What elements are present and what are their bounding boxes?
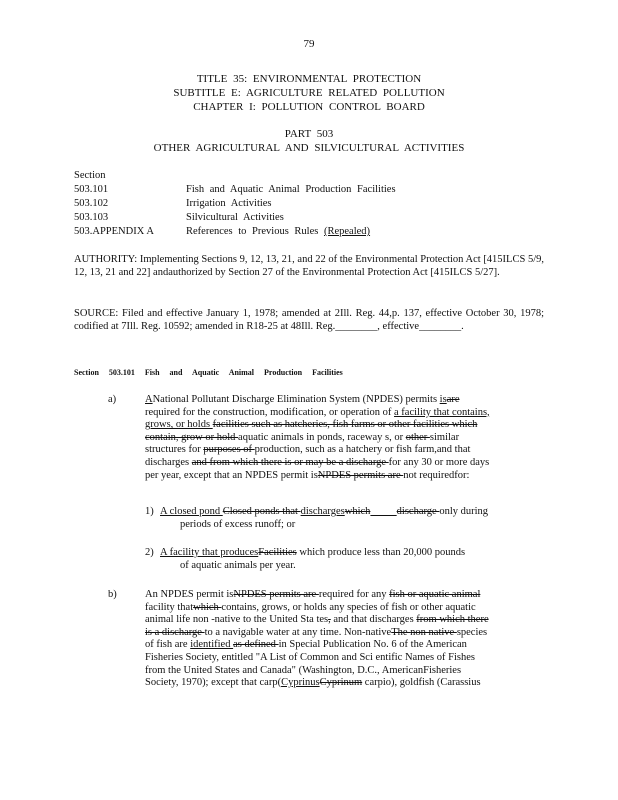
text-run: per year, except that an NPDES permit is [145, 469, 318, 481]
text-line: of aquatic animals per year. [180, 559, 296, 571]
deleted-text: fish or aquatic animal [389, 589, 481, 600]
text-run: required for any [318, 589, 390, 600]
deleted-text: as defined [233, 639, 279, 651]
toc-item-title [186, 226, 370, 237]
subsection-label: a) [108, 394, 117, 405]
text-line [160, 506, 540, 519]
chapter-line: CHAPTER I: POLLUTION CONTROL BOARD [193, 101, 425, 113]
source-blank: ________ [335, 320, 378, 332]
part-title-line: OTHER AGRICULTURAL AND SILVICULTURAL ACTIVITIES [153, 142, 465, 154]
toc-heading: Section [74, 170, 106, 181]
text-run: discharges [145, 456, 192, 468]
text-run: contains, grows, or holds any species of fish or other aquatic [221, 601, 476, 613]
text-line [145, 677, 540, 690]
deleted-text: discharge [396, 506, 440, 517]
inserted-text: Cyprinus [281, 677, 320, 689]
text-line [145, 639, 540, 652]
inserted-text: A facility that produces [160, 547, 259, 558]
deleted-text: are [446, 394, 460, 405]
deleted-text: The [391, 626, 411, 638]
deleted-text: contain, grow or hold [145, 431, 239, 443]
inserted-text: a facility that contains, [394, 406, 490, 418]
toc-item-number: 503.102 [74, 198, 109, 209]
text-line: from the United States and Canada" (Washington, D.C., AmericanFisheries [145, 664, 462, 676]
source-blank: ________ [419, 320, 462, 332]
text-run: and that discharges [330, 614, 417, 626]
source-text: SOURCE: Filed and effective January 1, 1978; amended at 2Ill. Reg. 44,p. 137, effective October 30, 1978; codified at 7Ill. Reg. 10592; amended in R18-25 at 48Ill. Reg. [74, 308, 544, 332]
source-end: . [461, 320, 464, 332]
source-text-cont: , effective [377, 320, 420, 332]
deleted-text: from which there [416, 614, 489, 626]
deleted-text: Cyprinum [319, 677, 363, 689]
text-line [145, 394, 540, 407]
subtitle-line: SUBTITLE E: AGRICULTURE RELATED POLLUTION [173, 87, 445, 99]
text-run: Society, 1970); except that carp( [145, 677, 282, 689]
item-2-text [160, 547, 540, 572]
page-number: 79 [303, 38, 315, 50]
text-line [145, 419, 540, 432]
deleted-text: facilities such as hatcheries, fish farms or other facilities which [212, 419, 478, 431]
text-line [145, 432, 540, 445]
text-line [145, 444, 540, 457]
toc-item-title: Fish and Aquatic Animal Production Facilities [186, 184, 396, 195]
title-line: TITLE 35: ENVIRONMENTAL PROTECTION [196, 73, 422, 85]
text-run: production, such as a hatchery or fish farm,and that [254, 444, 471, 456]
text-line [145, 602, 540, 615]
subsection-b-text [145, 589, 540, 690]
deleted-text: Facilities [258, 547, 297, 558]
text-run: to a navigable water at any time. Non-native [204, 626, 392, 638]
inserted-text: discharges [300, 506, 345, 517]
text-run: which produce less than 20,000 pounds [296, 547, 466, 558]
text-run: National Pollutant Discharge Elimination System (NPDES) permits [152, 394, 440, 405]
toc-item-number: 503.APPENDIX A [74, 226, 154, 237]
subsection-a-text [145, 394, 540, 482]
item-1-text [160, 506, 540, 531]
source-note [74, 308, 544, 333]
text-run: facility that [145, 601, 194, 613]
inserted-text: identified [190, 639, 234, 651]
text-run: for any 30 or more days [388, 456, 490, 468]
text-run: in Special Publication No. 6 of the American [278, 639, 467, 651]
deleted-text: and from which there is or may be a discharge [191, 456, 389, 468]
inserted-text: ed pond [186, 506, 223, 517]
toc-item-number: 503.103 [74, 212, 109, 223]
text-run: An NPDES permit is [145, 589, 234, 600]
deleted-text: NPDES permits are [233, 589, 319, 600]
subsection-label: b) [108, 589, 117, 600]
part-line: PART 503 [284, 128, 334, 140]
deleted-text: which [193, 601, 222, 613]
inserted-text: A clos [160, 506, 187, 517]
text-run: of fish are [145, 639, 191, 651]
section-heading: Section 503.101 Fish and Aquatic Animal Production Facilities [74, 368, 343, 377]
text-line: periods of excess runoff; or [180, 518, 296, 530]
text-line [145, 627, 540, 640]
deleted-text: purposes of [203, 444, 255, 456]
toc-item-title: Silvicultural Activities [186, 212, 284, 223]
toc-item-title-text: References to Previous Rules [186, 226, 319, 237]
text-line [160, 547, 540, 560]
inserted-text: grows, or holds [145, 419, 213, 431]
deleted-text: is a discharge [145, 626, 205, 638]
text-run: structures for [145, 444, 204, 456]
text-run: required for the construction, modification, or operation of [145, 406, 395, 418]
text-line [145, 614, 540, 627]
text-line [145, 470, 540, 483]
text-run: species [456, 626, 488, 638]
text-run: aquatic animals in ponds, raceway s, or [238, 431, 406, 443]
inserted-text [370, 506, 396, 517]
deleted-text: NPDES permits are [317, 469, 404, 481]
repealed-mark: (Repealed) [323, 226, 371, 237]
toc-item-number: 503.101 [74, 184, 109, 195]
text-run: carpio), goldfish (Carassius [362, 677, 481, 689]
text-line [145, 407, 540, 420]
deleted-text: which [344, 506, 371, 517]
deleted-text: , [328, 614, 331, 626]
text-run: animal life non -native to the United Sta tes [145, 614, 329, 626]
item-label: 1) [145, 506, 154, 517]
text-run: not requiredfor: [403, 469, 470, 481]
toc-item-title: Irrigation Activities [186, 198, 272, 209]
text-line [145, 457, 540, 470]
authority-note: AUTHORITY: Implementing Sections 9, 12, 13, 21, and 22 of the Environmental Protection Act [415ILCS 5/9, 12, 13, 21 and 22] andauthorized by Section 27 of the Environmental Protection Act [415ILCS 5/27]. [74, 254, 544, 278]
inserted-text: A [145, 394, 153, 405]
deleted-text: other [405, 431, 430, 443]
inserted-text: is [439, 394, 447, 405]
text-run: only during [439, 506, 489, 517]
deleted-text: non native [410, 626, 457, 638]
item-label: 2) [145, 547, 154, 558]
deleted-text: Closed ponds that [222, 506, 301, 517]
text-line [145, 589, 540, 602]
text-line: Fisheries Society, entitled "A List of Common and Sci entific Names of Fishes [145, 651, 475, 663]
text-run: similar [429, 431, 460, 443]
